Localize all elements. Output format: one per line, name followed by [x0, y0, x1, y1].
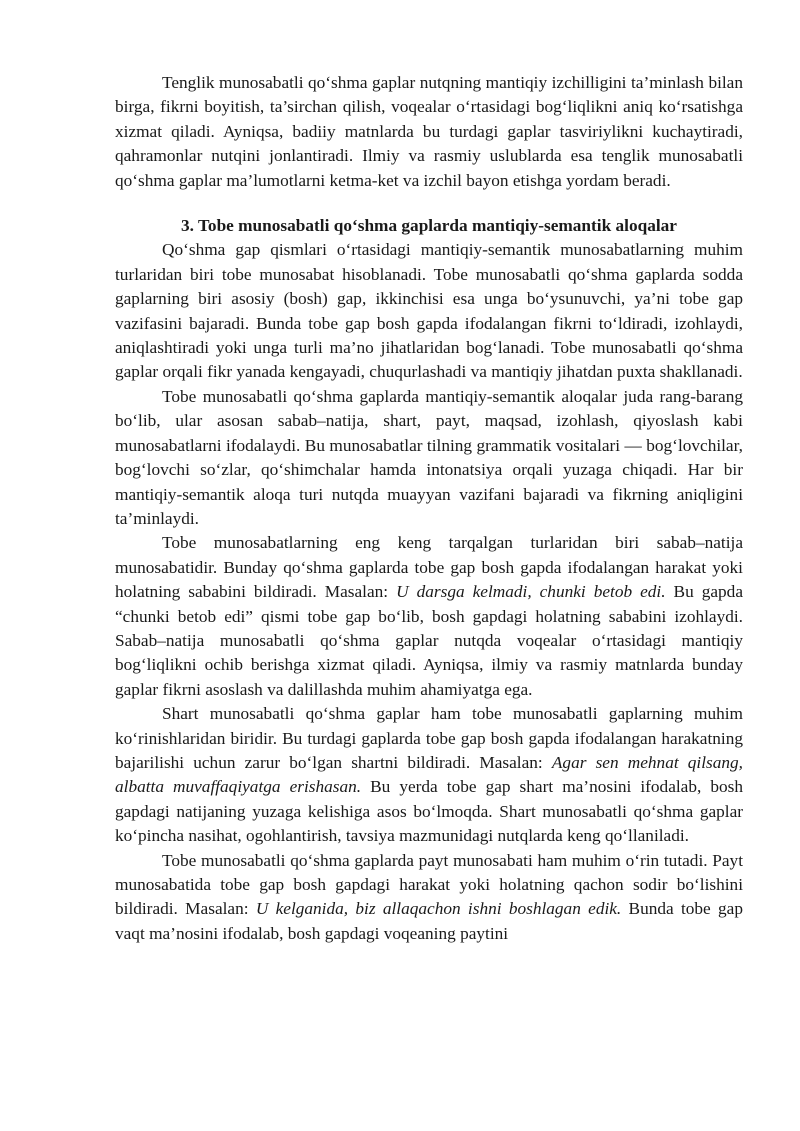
paragraph-intro — [115, 71, 743, 193]
paragraph-text: Tobe munosabatli qo‘shma gaplarda mantiqiy-semantik aloqalar juda rang-barang bo‘lib, ular asosan sabab–natija, shart, payt, maqsad, izohlash, qiyoslash kabi munosabatlarni ifodalaydi. Bu munosabatlar tilning grammatik vositalari — bog‘lovchilar, bog‘lovchi so‘zlar, qo‘shimchalar hamda intonatsiya orqali yuzaga chiqadi. Har bir mantiqiy-semantik aloqa turi nutqda muayyan vazifani bajaradi va fikrning aniqligini ta’minlaydi. — [115, 386, 743, 528]
paragraph-text: Tobe munosabatlarning eng keng tarqalgan turlaridan biri sabab–natija munosabatidir. Bunday qo‘shma gaplarda tobe gap bosh gapda ifodalangan harakat yoki holatning sababini bildiradi. Masalan: — [115, 533, 743, 602]
section-title: 3. Tobe munosabatli qo‘shma gaplarda mantiqiy-semantik aloqalar — [181, 216, 677, 236]
paragraph-text: Tobe munosabatli qo‘shma gaplarda payt munosabati ham muhim o‘rin tutadi. Payt munosabatida tobe gap bosh gapdagi harakat yoki holatning qachon sodir bo‘lishini bildiradi. Masalan: — [115, 850, 743, 919]
example-sentence: U kelganida, biz allaqachon ishni boshlagan edik. — [255, 899, 622, 919]
paragraph-1 — [115, 238, 743, 384]
example-sentence: U darsga kelmadi, chunki betob edi. — [396, 582, 666, 602]
paragraph-text: Bu gapda “chunki betob edi” qismi tobe gap bo‘lib, bosh gapdagi holatning sababini izohlaydi. Sabab–natija munosabatli qo‘shma gaplar nutqda voqealar o‘rtasidagi mantiqiy bog‘liqlikni ochib berishga xizmat qiladi. Ayniqsa, ilmiy va rasmiy matnlarda bunday gaplar fikrni asoslash va dalillashda muhim ahamiyatga ega. — [115, 582, 743, 699]
paragraph-3 — [115, 531, 743, 702]
paragraph-text: Bunda tobe gap vaqt ma’nosini ifodalab, bosh gapdagi voqeaning paytini — [115, 899, 743, 943]
paragraph-text: Qo‘shma gap qismlari o‘rtasidagi mantiqiy-semantik munosabatlarning muhim turlaridan biri tobe munosabat hisoblanadi. Tobe munosabatli qo‘shma gaplarda sodda gaplarning biri asosiy (bosh) gap, ikkinchisi esa unga bo‘ysunuvchi, ya’ni tobe gap vazifasini bajaradi. Bunda tobe gap bosh gapda ifodalangan fikrni to‘ldiradi, izohlaydi, aniqlashtiradi yoki unga turli ma’no jihatlaridan bog‘lanadi. Tobe munosabatli qo‘shma gaplar orqali fikr yanada kengayadi, chuqurlashadi va mantiqiy jihatdan puxta shakllanadi. — [115, 240, 743, 382]
paragraph-text: Bu yerda tobe gap shart ma’nosini ifodalab, bosh gapdagi natijaning yuzaga kelishiga asos bo‘lmoqda. Shart munosabatli qo‘shma gaplar ko‘pincha nasihat, ogohlantirish, tavsiya mazmunidagi nutqlarda keng qo‘llaniladi. — [115, 777, 743, 846]
example-sentence: Agar sen mehnat qilsang, albatta muvaffaqiyatga erishasan. — [115, 752, 743, 797]
paragraph-5 — [115, 849, 743, 947]
paragraph-2 — [115, 385, 743, 531]
paragraph-text: Shart munosabatli qo‘shma gaplar ham tobe munosabatli gaplarning muhim ko‘rinishlaridan biridir. Bu turdagi gaplarda tobe gap bosh gapda ifodalangan harakatning bajarilishi uchun zarur bo‘lgan shartni bildiradi. Masalan: — [115, 704, 743, 772]
paragraph-4 — [115, 702, 743, 848]
paragraph-text: Tenglik munosabatli qo‘shma gaplar nutqning mantiqiy izchilligini ta’minlash bilan birga, fikrni boyitish, ta’sirchan qilish, voqealar o‘rtasidagi bog‘liqlikni aniq ko‘rsatishga xizmat qiladi. Ayniqsa, badiiy matnlarda bu turdagi gaplar tasviriylikni kuchaytiradi, qahramonlar nutqini jonlantiradi. Ilmiy va rasmiy uslublarda esa tenglik munosabatli qo‘shma gaplar ma’lumotlarni ketma-ket va izchil bayon etishga yordam beradi. — [115, 73, 743, 190]
